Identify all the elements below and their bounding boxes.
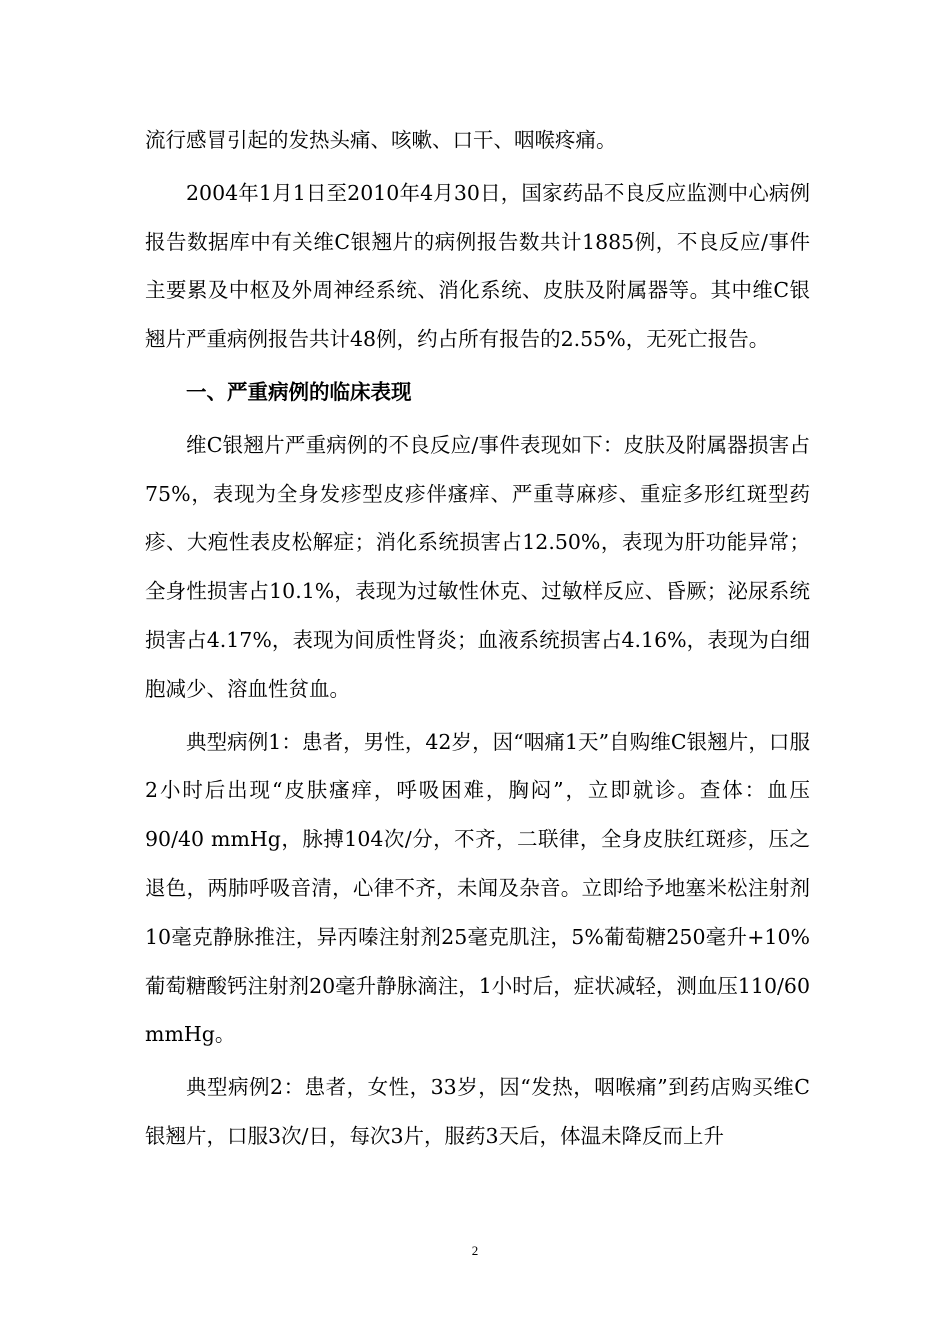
paragraph-case-2: 典型病例2：患者，女性，33岁，因“发热，咽喉痛”到药店购买维C银翘片，口服3次/日，每次3片，服药3天后，体温未降反而上升 bbox=[145, 1075, 810, 1148]
paragraph-statistics: 2004年1月1日至2010年4月30日，国家药品不良反应监测中心病例报告数据库中有关维C银翘片的病例报告数共计1885例，不良反应/事件主要累及中枢及外周神经系统、消化系统、皮肤及附属器等。其中维C银翘片严重病例报告共计48例，约占所有报告的2.55%，无死亡报告。 bbox=[145, 180, 810, 352]
document-body bbox=[145, 116, 810, 1161]
section-heading: 一、严重病例的临床表现 bbox=[186, 379, 412, 404]
page-number: 2 bbox=[471, 1243, 479, 1258]
paragraph-continuation: 流行感冒引起的发热头痛、咳嗽、口干、咽喉疼痛。 bbox=[145, 128, 617, 152]
paragraph-case-1: 典型病例1：患者，男性，42岁，因“咽痛1天”自购维C银翘片，口服2小时后出现“皮肤瘙痒，呼吸困难，胸闷”，立即就诊。查体：血压90/40 mmHg，脉搏104次/分，不齐，二联律，全身皮肤红斑疹，压之退色，两肺呼吸音清，心律不齐，未闻及杂音。立即给予地塞米松注射剂10毫克静脉推注，异丙嗪注射剂25毫克肌注，5%葡萄糖250毫升+10%葡萄糖酸钙注射剂20毫升静脉滴注，1小时后，症状减轻，测血压110/60 mmHg。 bbox=[145, 729, 810, 1047]
paragraph-clinical-manifestations: 维C银翘片严重病例的不良反应/事件表现如下：皮肤及附属器损害占75%，表现为全身发疹型皮疹伴瘙痒、严重荨麻疹、重症多形红斑型药疹、大疱性表皮松解症；消化系统损害占12.50%，表现为肝功能异常；全身性损害占10.1%，表现为过敏性休克、过敏样反应、昏厥；泌尿系统损害占4.17%，表现为间质性肾炎；血液系统损害占4.16%，表现为白细胞减少、溶血性贫血。 bbox=[145, 432, 810, 701]
